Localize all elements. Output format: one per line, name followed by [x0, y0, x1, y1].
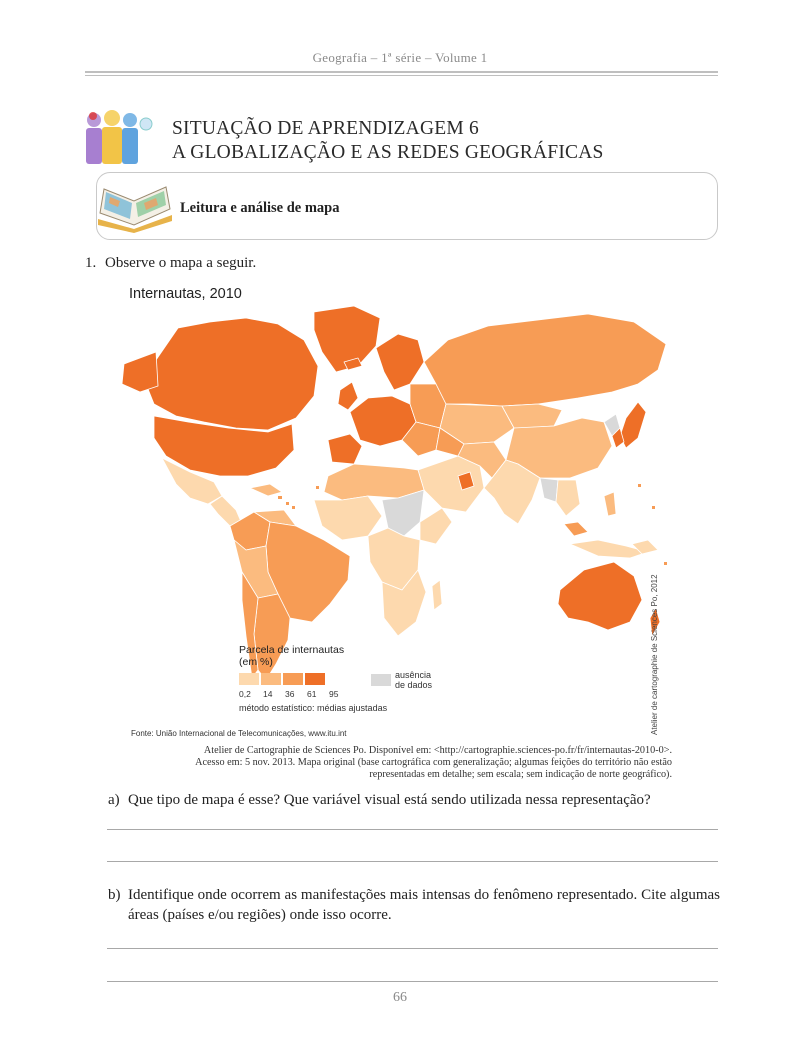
- legend-swatch-2: [261, 673, 281, 685]
- question-1: [85, 255, 256, 272]
- legend-swatches: [239, 673, 327, 685]
- situation-title: [172, 117, 604, 165]
- page-number: 66: [393, 990, 407, 1005]
- region-philippines: [604, 492, 616, 516]
- header-rule-thin: [85, 75, 718, 76]
- question-a: [108, 790, 720, 812]
- legend-method: método estatístico: médias ajustadas: [239, 703, 388, 713]
- source-line3: representadas em detalhe; sem escala; sem indicação de norte geográfico).: [369, 769, 672, 780]
- question-1-text: Observe o mapa a seguir.: [105, 255, 257, 271]
- region-iberia: [328, 434, 362, 464]
- answer-line: [107, 981, 718, 982]
- source-citation: [120, 745, 672, 781]
- question-a-text: Que tipo de mapa é esse? Que variável visual está sendo utilizada nessa representação?: [128, 792, 651, 808]
- answer-line: [107, 829, 718, 830]
- region-caribbean: [250, 484, 282, 496]
- region-indochina: [556, 480, 580, 516]
- legend-tick: 36: [285, 689, 295, 699]
- region-madagascar: [432, 580, 442, 610]
- map-credit: Atelier de cartographie de Sciences Po, 2012: [650, 574, 659, 735]
- section-label: Leitura e análise de mapa: [180, 200, 340, 216]
- legend-swatch-4: [305, 673, 325, 685]
- situation-title-line1: SITUAÇÃO DE APRENDIZAGEM 6: [172, 118, 479, 139]
- map-fonte: Fonte: União Internacional de Telecomunicações, www.itu.int: [131, 729, 347, 738]
- people-group-icon: [80, 110, 158, 166]
- legend-swatch-1: [239, 673, 259, 685]
- region-alaska: [122, 352, 158, 392]
- source-line2: Acesso em: 5 nov. 2013. Mapa original (base cartográfica com generalização; algumas feições do território não estão: [195, 757, 672, 768]
- question-1-number: 1.: [85, 255, 97, 271]
- region-canada: [146, 318, 318, 430]
- region-myanmar: [540, 478, 558, 502]
- header-rule: [85, 71, 718, 73]
- region-malaysia: [564, 522, 588, 536]
- legend-title: [239, 644, 344, 668]
- legend-ticks: [239, 689, 349, 701]
- legend-swatch-3: [283, 673, 303, 685]
- legend-tick: 95: [329, 689, 339, 699]
- question-b-letter: b): [108, 887, 121, 903]
- legend-no-data-swatch: [371, 674, 391, 686]
- region-uk: [338, 382, 358, 410]
- legend-title-line2: (em %): [239, 656, 273, 668]
- map-title: Internautas, 2010: [129, 286, 242, 302]
- legend-tick: 0,2: [239, 689, 251, 699]
- question-b-text: Identifique onde ocorrem as manifestações mais intensas do fenômeno representado. Cite algumas áreas (países e/ou regiões) onde isso ocorre.: [128, 887, 720, 923]
- atlas-book-icon: [94, 179, 176, 233]
- region-scandinavia: [376, 334, 424, 390]
- world-choropleth-map: [118, 300, 678, 730]
- answer-line: [107, 861, 718, 862]
- source-line1: Atelier de Cartographie de Sciences Po. Disponível em: <http://cartographie.sciences-po.fr/fr/internautas-2010-0>.: [203, 745, 672, 756]
- region-russia: [424, 314, 666, 406]
- region-middle-east: [418, 456, 484, 512]
- running-head: Geografia – 1ª série – Volume 1: [312, 50, 488, 65]
- question-b: [108, 885, 720, 929]
- legend-no-data-line2: de dados: [395, 680, 433, 690]
- situation-title-line2: A GLOBALIZAÇÃO E AS REDES GEOGRÁFICAS: [172, 142, 604, 163]
- legend-no-data-line1: ausência: [395, 670, 432, 680]
- legend-tick: 61: [307, 689, 317, 699]
- legend-tick: 14: [263, 689, 273, 699]
- region-australia: [558, 562, 642, 630]
- legend-title-line1: Parcela de internautas: [239, 644, 345, 656]
- legend-no-data-label: [395, 670, 432, 690]
- question-a-letter: a): [108, 792, 120, 808]
- answer-line: [107, 948, 718, 949]
- region-west-africa: [314, 496, 382, 540]
- region-horn-africa: [420, 508, 452, 544]
